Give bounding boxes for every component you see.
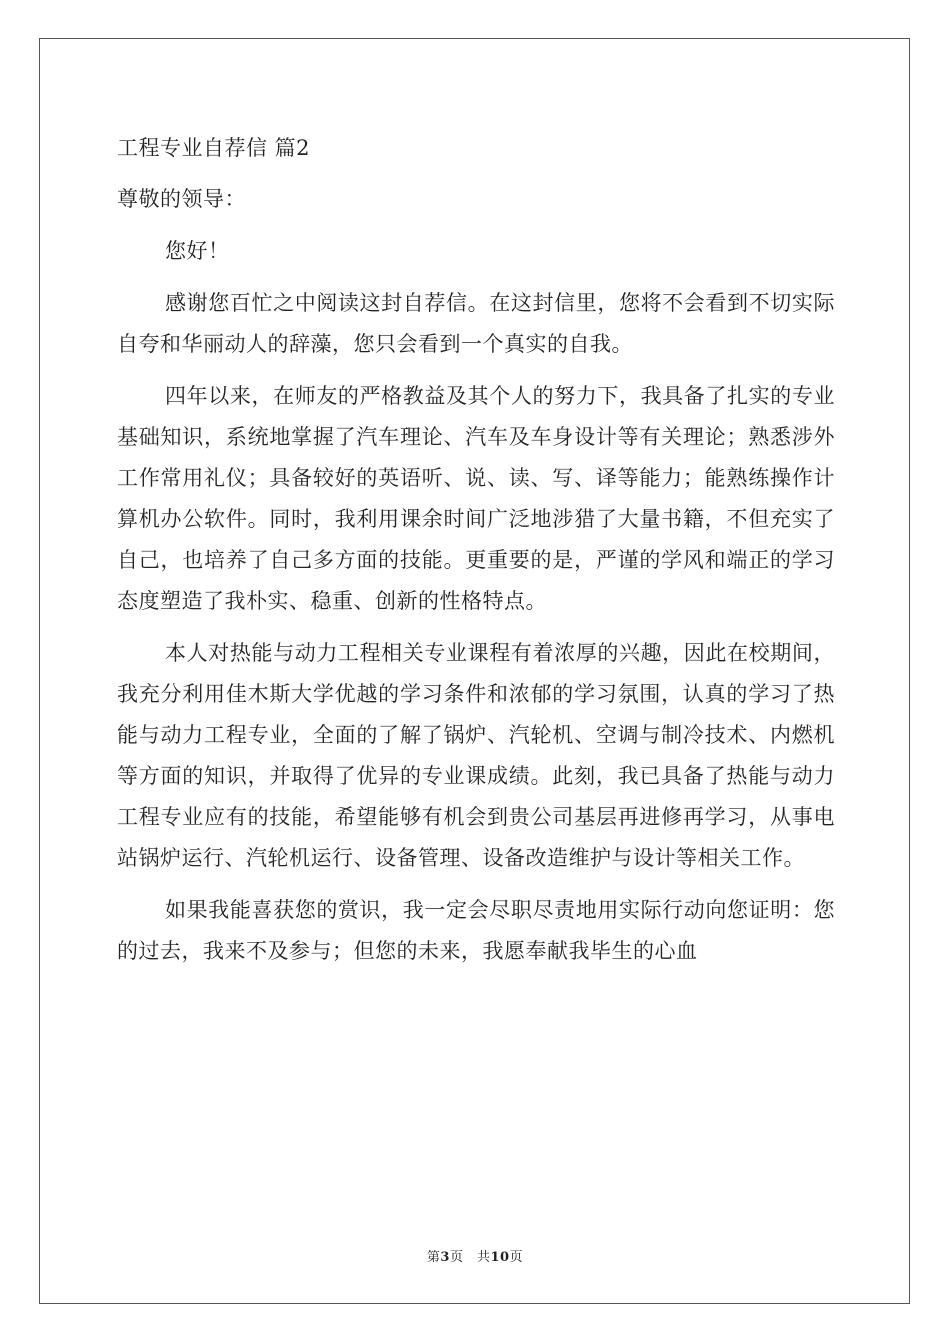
page-suffix: 页 — [509, 1250, 524, 1265]
paragraph-1: 感谢您百忙之中阅读这封自荐信。在这封信里，您将不会看到不切实际自夸和华丽动人的辞藻，您只会看到一个真实的自我。 — [117, 291, 835, 356]
page-current: 3 — [440, 1250, 450, 1265]
page-total: 10 — [490, 1250, 510, 1265]
page-mid: 页 共 — [449, 1250, 491, 1265]
page-footer — [0, 1246, 950, 1265]
letter-body — [117, 128, 835, 983]
paragraph-4: 如果我能喜获您的赏识，我一定会尽职尽责地用实际行动向您证明：您的过去，我来不及参与；但您的未来，我愿奉献我毕生的心血 — [117, 898, 835, 963]
greeting-line: 您好！ — [165, 239, 230, 263]
page-prefix: 第 — [426, 1250, 441, 1265]
document-heading: 工程专业自荐信 篇2 — [117, 136, 311, 160]
paragraph-2: 四年以来，在师友的严格教益及其个人的努力下，我具备了扎实的专业基础知识，系统地掌握了汽车理论、汽车及车身设计等有关理论；熟悉涉外工作常用礼仪；具备较好的英语听、说、读、写、译等能力；能熟练操作计算机办公软件。同时，我利用课余时间广泛地涉猎了大量书籍，不但充实了自己，也培养了自己多方面的技能。更重要的是，严谨的学风和端正的学习态度塑造了我朴实、稳重、创新的性格特点。 — [117, 384, 835, 613]
paragraph-3: 本人对热能与动力工程相关专业课程有着浓厚的兴趣，因此在校期间，我充分利用佳木斯大学优越的学习条件和浓郁的学习氛围，认真的学习了热能与动力工程专业，全面的了解了锅炉、汽轮机、空调与制冷技术、内燃机等方面的知识，并取得了优异的专业课成绩。此刻，我已具备了热能与动力工程专业应有的技能，希望能够有机会到贵公司基层再进修再学习，从事电站锅炉运行、汽轮机运行、设备管理、设备改造维护与设计等相关工作。 — [117, 641, 835, 870]
salutation: 尊敬的领导： — [117, 187, 246, 211]
